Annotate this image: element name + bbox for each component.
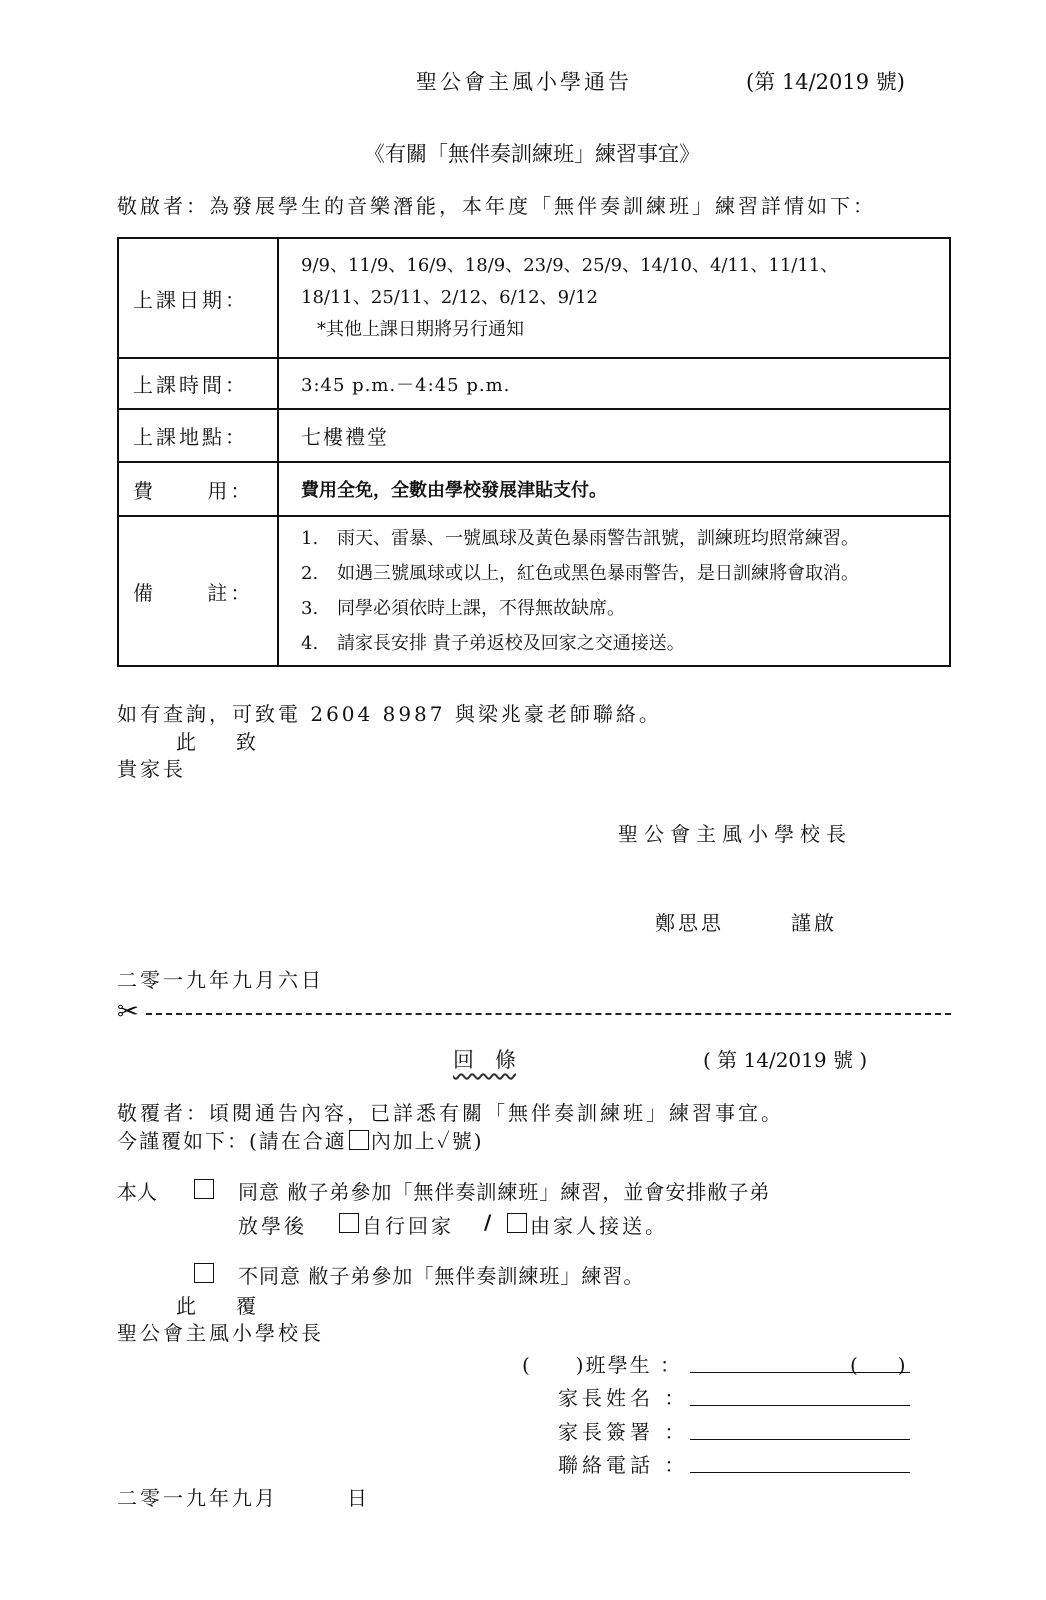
closing-salutation: 此 致: [176, 730, 266, 754]
reply-closing-salutation: 此 覆: [176, 1294, 266, 1318]
checkbox-sample-icon: [349, 1130, 369, 1150]
parent-name-field[interactable]: [690, 1405, 910, 1406]
remark-item: 3. 同學必須依時上課，不得無故缺席。: [301, 598, 625, 619]
remark-item: 4. 請家長安排 貴子弟返校及回家之交通接送。: [301, 633, 685, 654]
fee-label-b: 用：: [207, 478, 254, 503]
cut-line-divider: [146, 1013, 951, 1015]
time-label: 上課時間：: [118, 358, 278, 409]
reply-slip-title: [453, 1044, 516, 1074]
table-row-dates: [118, 238, 950, 358]
fee-label-a: 費: [133, 478, 156, 503]
reply-line-2: [117, 1125, 484, 1154]
table-row-remarks: [118, 516, 950, 666]
remarks-cell: [278, 516, 950, 666]
intro-text: 敬啟者：為發展學生的音樂潛能，本年度「無伴奏訓練班」練習詳情如下：: [117, 194, 876, 218]
fee-label: [118, 462, 278, 516]
check-mark-icon: ✓: [436, 1129, 452, 1153]
dates-line-1: 9/9、11/9、16/9、18/9、23/9、25/9、14/10、4/11、11/11、: [301, 255, 839, 276]
venue-label: 上課地點：: [118, 409, 278, 462]
table-row-time: [118, 358, 950, 409]
time-value: 3:45 p.m.－4:45 p.m.: [278, 358, 950, 409]
reply-line-2-b: 內加上: [370, 1129, 437, 1153]
dates-line-2: 18/11、25/11、2/12、6/12、9/12: [301, 287, 599, 308]
school-notice-title: 聖公會主風小學通告: [416, 70, 632, 94]
dates-label: 上課日期：: [118, 238, 278, 358]
class-student-label: ( )班學生 ：: [522, 1353, 682, 1377]
parent-signature-label: 家長簽署 ：: [558, 1420, 689, 1444]
parent-pickup-checkbox[interactable]: [507, 1213, 527, 1233]
principal-sign-off: 謹啟: [791, 911, 837, 935]
reply-notice-number: ( 第 14/2019 號 ): [703, 1048, 868, 1072]
closing-recipient: 貴家長: [117, 757, 186, 781]
reply-me-label: 本人: [117, 1180, 157, 1204]
principal-title: 聖公會主風小學校長: [618, 822, 852, 846]
agree-checkbox[interactable]: [194, 1179, 214, 1199]
venue-value: 七樓禮堂: [278, 409, 950, 462]
remarks-label-a: 備: [133, 580, 156, 605]
remarks-label: [118, 516, 278, 666]
reply-line-2-a: 今謹覆如下：(請在合適: [117, 1129, 347, 1153]
reply-slip-title-text: 回 條: [453, 1048, 516, 1072]
notice-subject: 《有關「無伴奏訓練班」練習事宜》: [364, 142, 700, 166]
reply-line-1: 敬覆者：頃閱通告內容，已詳悉有關「無伴奏訓練班」練習事宜。: [117, 1101, 784, 1125]
remark-item: 2. 如遇三號風球或以上，紅色或黑色暴雨警告，是日訓練將會取消。: [301, 563, 859, 584]
reply-date: 二零一九年九月 日: [117, 1486, 370, 1510]
enquiry-text: 如有查詢，可致電 2604 8987 與梁兆豪老師聯絡。: [117, 702, 662, 726]
class-number-brackets: ( ): [850, 1353, 906, 1377]
notice-number: (第 14/2019 號): [746, 70, 905, 94]
parent-name-label: 家長姓名 ：: [558, 1386, 689, 1410]
disagree-checkbox[interactable]: [194, 1263, 214, 1283]
reply-closing-recipient: 聖公會主風小學校長: [117, 1321, 324, 1345]
scissors-icon: ✂: [117, 997, 139, 1027]
principal-name: 鄭思思: [655, 911, 724, 935]
remark-item: 1. 雨天、雷暴、一號風球及黃色暴雨警告訊號，訓練班均照常練習。: [301, 528, 859, 549]
after-school-label: 放學後: [238, 1214, 307, 1238]
details-table: [117, 237, 951, 667]
dates-cell: [278, 238, 950, 358]
remarks-label-b: 註：: [207, 580, 254, 605]
notice-date: 二零一九年九月六日: [117, 968, 324, 992]
parent-signature-field[interactable]: [690, 1439, 910, 1440]
dates-note: *其他上課日期將另行通知: [317, 319, 524, 340]
reply-line-2-c: 號): [451, 1129, 484, 1153]
contact-phone-label: 聯絡電話 ：: [558, 1453, 689, 1477]
contact-phone-field[interactable]: [690, 1472, 910, 1473]
table-row-fee: [118, 462, 950, 516]
option-separator: /: [484, 1210, 492, 1234]
parent-pickup-label: 由家人接送。: [530, 1214, 668, 1238]
self-home-checkbox[interactable]: [339, 1213, 359, 1233]
disagree-text: 不同意 敝子弟參加「無伴奏訓練班」練習。: [238, 1264, 645, 1288]
fee-value: 費用全免，全數由學校發展津貼支付。: [278, 462, 950, 516]
table-row-venue: [118, 409, 950, 462]
self-home-label: 自行回家: [362, 1214, 454, 1238]
agree-text: 同意 敝子弟參加「無伴奏訓練班」練習，並會安排敝子弟: [238, 1180, 771, 1204]
